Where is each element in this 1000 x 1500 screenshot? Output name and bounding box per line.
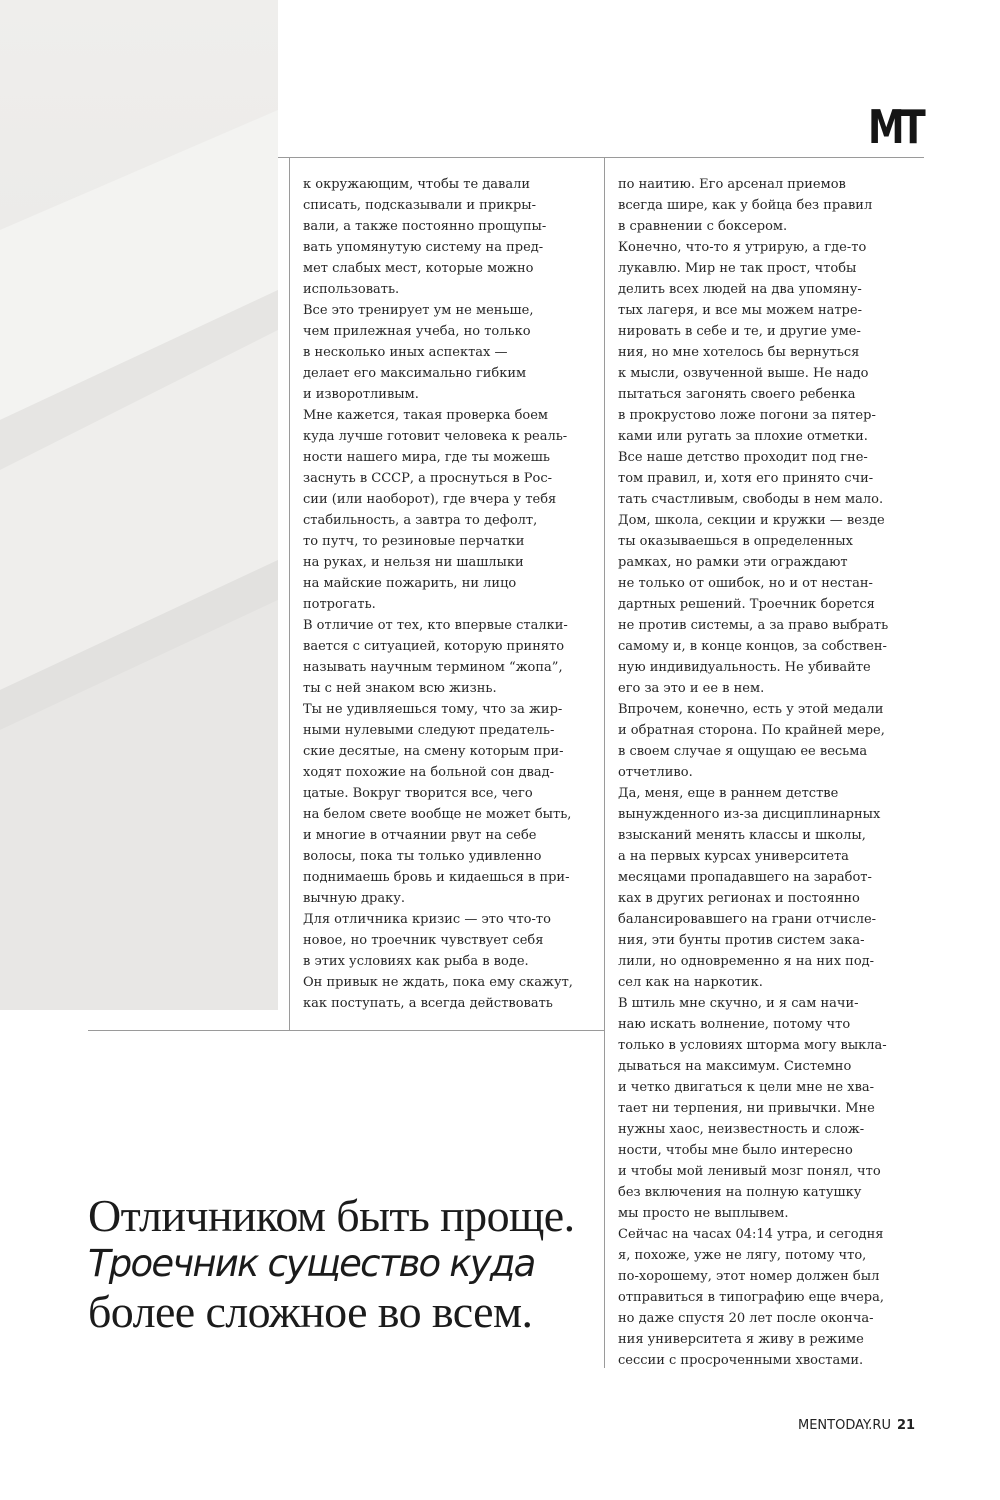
background-photo <box>0 0 278 1010</box>
text-line: В отличие от тех, кто впервые сталки- <box>303 618 568 633</box>
text-line: всегда шире, как у бойца без правил <box>618 198 873 213</box>
text-line: ния университета я живу в режиме <box>618 1332 864 1347</box>
text-line: взысканий менять классы и школы, <box>618 828 866 843</box>
text-line: и обратная сторона. По крайней мере, <box>618 723 885 738</box>
text-line: Да, меня, еще в раннем детстве <box>618 786 839 801</box>
text-line: ния, эти бунты против систем закa- <box>618 933 865 948</box>
text-line: делить всех людей на два упомяну- <box>618 282 862 297</box>
text-line: Все это тренирует ум не меньше, <box>303 303 534 318</box>
text-line: нировать в себе и те, и другие уме- <box>618 324 861 339</box>
text-line: волосы, пока ты только удивленно <box>303 849 542 864</box>
text-line: ты оказываешься в определенных <box>618 534 853 549</box>
pull-quote-line-3: более сложное во всем. <box>88 1286 533 1337</box>
text-line: нужны хаос, неизвестность и слож- <box>618 1122 865 1137</box>
text-line: вынужденного из-за дисциплинарных <box>618 807 881 822</box>
text-line: в прокрустово ложе погони за пятер- <box>618 408 876 423</box>
text-line: ности нашего мира, где ты можешь <box>303 450 550 465</box>
text-line: по-хорошему, этот номер должен был <box>618 1269 880 1284</box>
text-line: чем прилежная учеба, но только <box>303 324 531 339</box>
text-line: лили, но одновременно я на них под- <box>618 954 875 969</box>
page-number: 21 <box>896 1418 916 1433</box>
text-line: на майские пожарить, ни лицо <box>303 576 517 591</box>
text-line: месяцами пропадавшего на заработ- <box>618 870 872 885</box>
text-line: Он привык не ждать, пока ему скажут, <box>303 975 573 990</box>
magazine-logo: MT <box>868 100 922 154</box>
text-line: отправиться в типографию еще вчера, <box>618 1290 885 1305</box>
text-line: вать упомянутую систему на пред- <box>303 240 544 255</box>
header-rule <box>278 157 924 158</box>
text-line: лукавлю. Мир не так прост, чтобы <box>618 261 857 276</box>
text-line: отчетливо. <box>618 765 693 780</box>
text-line: сессии с просроченными хвостами. <box>618 1353 864 1368</box>
text-line: ную индивидуальность. Не убивайте <box>618 660 871 675</box>
text-line: наю искать волнение, потому что <box>618 1017 851 1032</box>
text-line: ками или ругать за плохие отметки. <box>618 429 868 444</box>
text-line: без включения на полную катушку <box>618 1185 862 1200</box>
pull-quote-line-2: Троечник существо куда <box>88 1242 535 1285</box>
text-line: дартных решений. Троечник борется <box>618 597 875 612</box>
text-line: Сейчас на часах 04:14 утра, и сегодня <box>618 1227 884 1242</box>
quote-rule <box>88 1030 604 1031</box>
text-line: и изворотливым. <box>303 387 419 402</box>
text-line: вычную драку. <box>303 891 406 906</box>
text-line: ты с ней знаком всю жизнь. <box>303 681 497 696</box>
abstract-photo-shapes <box>0 0 278 1010</box>
text-line: потрогать. <box>303 597 376 612</box>
text-line: и чтобы мой ленивый мозг понял, что <box>618 1164 881 1179</box>
text-line: ках в других регионах и постоянно <box>618 891 860 906</box>
text-line: пытаться загонять своего ребенка <box>618 387 856 402</box>
pull-quote <box>88 1192 588 1336</box>
text-line: к окружающим, чтобы те давали <box>303 177 531 192</box>
text-line: мет слабых мест, которые можно <box>303 261 534 276</box>
text-line: В штиль мне скучно, и я сам начи- <box>618 996 859 1011</box>
text-line: куда лучше готовит человека к реаль- <box>303 429 568 444</box>
text-line: вали, а также постоянно прощупы- <box>303 219 547 234</box>
text-line: и четко двигаться к цели мне не хва- <box>618 1080 875 1095</box>
text-line: списать, подсказывали и прикры- <box>303 198 537 213</box>
text-line: сел как на наркотик. <box>618 975 763 990</box>
text-line: стабильность, а завтра то дефолт, <box>303 513 538 528</box>
article-column-1 <box>303 174 601 1014</box>
text-line: вается с ситуацией, которую принято <box>303 639 565 654</box>
text-line: ности, чтобы мне было интересно <box>618 1143 853 1158</box>
text-line: не против системы, а за право выбрать <box>618 618 889 633</box>
text-line: но даже спустя 20 лет после оконча- <box>618 1311 874 1326</box>
text-line: Все наше детство проходит под гне- <box>618 450 868 465</box>
column2-divider <box>604 158 605 1368</box>
text-line: я, похоже, уже не лягу, потому что, <box>618 1248 867 1263</box>
text-line: его за это и ее в нем. <box>618 681 765 696</box>
text-line: тать счастливым, свободы в нем мало. <box>618 492 884 507</box>
text-line: использовать. <box>303 282 400 297</box>
text-line: называть научным термином “жопа”, <box>303 660 563 675</box>
text-line: том правил, и, хотя его принято счи- <box>618 471 874 486</box>
text-line: поднимаешь бровь и кидаешься в при- <box>303 870 570 885</box>
text-line: в несколько иных аспектах — <box>303 345 508 360</box>
text-line: Впрочем, конечно, есть у этой медали <box>618 702 884 717</box>
text-line: мы просто не выплывем. <box>618 1206 789 1221</box>
text-line: только в условиях шторма могу выкла- <box>618 1038 887 1053</box>
text-line: Дом, школа, секции и кружки — везде <box>618 513 885 528</box>
text-line: на руках, и нельзя ни шашлыки <box>303 555 524 570</box>
text-line: делает его максимально гибким <box>303 366 527 381</box>
site-url: MENTODAY.RU <box>798 1418 891 1433</box>
text-line: рамках, но рамки эти ограждают <box>618 555 848 570</box>
text-line: тых лагеря, и все мы можем натре- <box>618 303 862 318</box>
text-line: цатые. Вокруг творится все, чего <box>303 786 533 801</box>
text-line: Конечно, что-то я утрирую, а где-то <box>618 240 867 255</box>
text-line: ния, но мне хотелось бы вернуться <box>618 345 860 360</box>
article-column-2 <box>618 174 920 1371</box>
page-footer <box>798 1415 928 1437</box>
text-line: дываться на максимум. Системно <box>618 1059 852 1074</box>
pull-quote-line-1: Отличником быть проще. <box>88 1190 575 1241</box>
text-line: как поступать, а всегда действовать <box>303 996 553 1011</box>
text-line: ными нулевыми следуют предатель- <box>303 723 555 738</box>
text-line: Для отличника кризис — это что-то <box>303 912 551 927</box>
text-line: балансировавшего на грани отчисле- <box>618 912 877 927</box>
text-line: Ты не удивляешься тому, что за жир- <box>303 702 563 717</box>
text-line: к мысли, озвученной выше. Не надо <box>618 366 869 381</box>
text-line: не только от ошибок, но и от нестан- <box>618 576 873 591</box>
text-line: самому и, в конце концов, за собствен- <box>618 639 887 654</box>
text-line: ские десятые, на смену которым при- <box>303 744 564 759</box>
text-line: ходят похожие на больной сон двад- <box>303 765 554 780</box>
column1-divider <box>289 158 290 1030</box>
text-line: то путч, то резиновые перчатки <box>303 534 525 549</box>
text-line: сии (или наоборот), где вчера у тебя <box>303 492 557 507</box>
text-line: и многие в отчаянии рвут на себе <box>303 828 537 843</box>
text-line: на белом свете вообще не может быть, <box>303 807 572 822</box>
text-line: тает ни терпения, ни привычки. Мне <box>618 1101 875 1116</box>
text-line: новое, но троечник чувствует себя <box>303 933 544 948</box>
text-line: по наитию. Его арсенал приемов <box>618 177 846 192</box>
text-line: в этих условиях как рыба в воде. <box>303 954 529 969</box>
text-line: Мне кажется, такая проверка боем <box>303 408 549 423</box>
text-line: заснуть в СССР, а проснуться в Рос- <box>303 471 553 486</box>
text-line: в сравнении с боксером. <box>618 219 788 234</box>
text-line: а на первых курсах университета <box>618 849 849 864</box>
text-line: в своем случае я ощущаю ее весьма <box>618 744 868 759</box>
